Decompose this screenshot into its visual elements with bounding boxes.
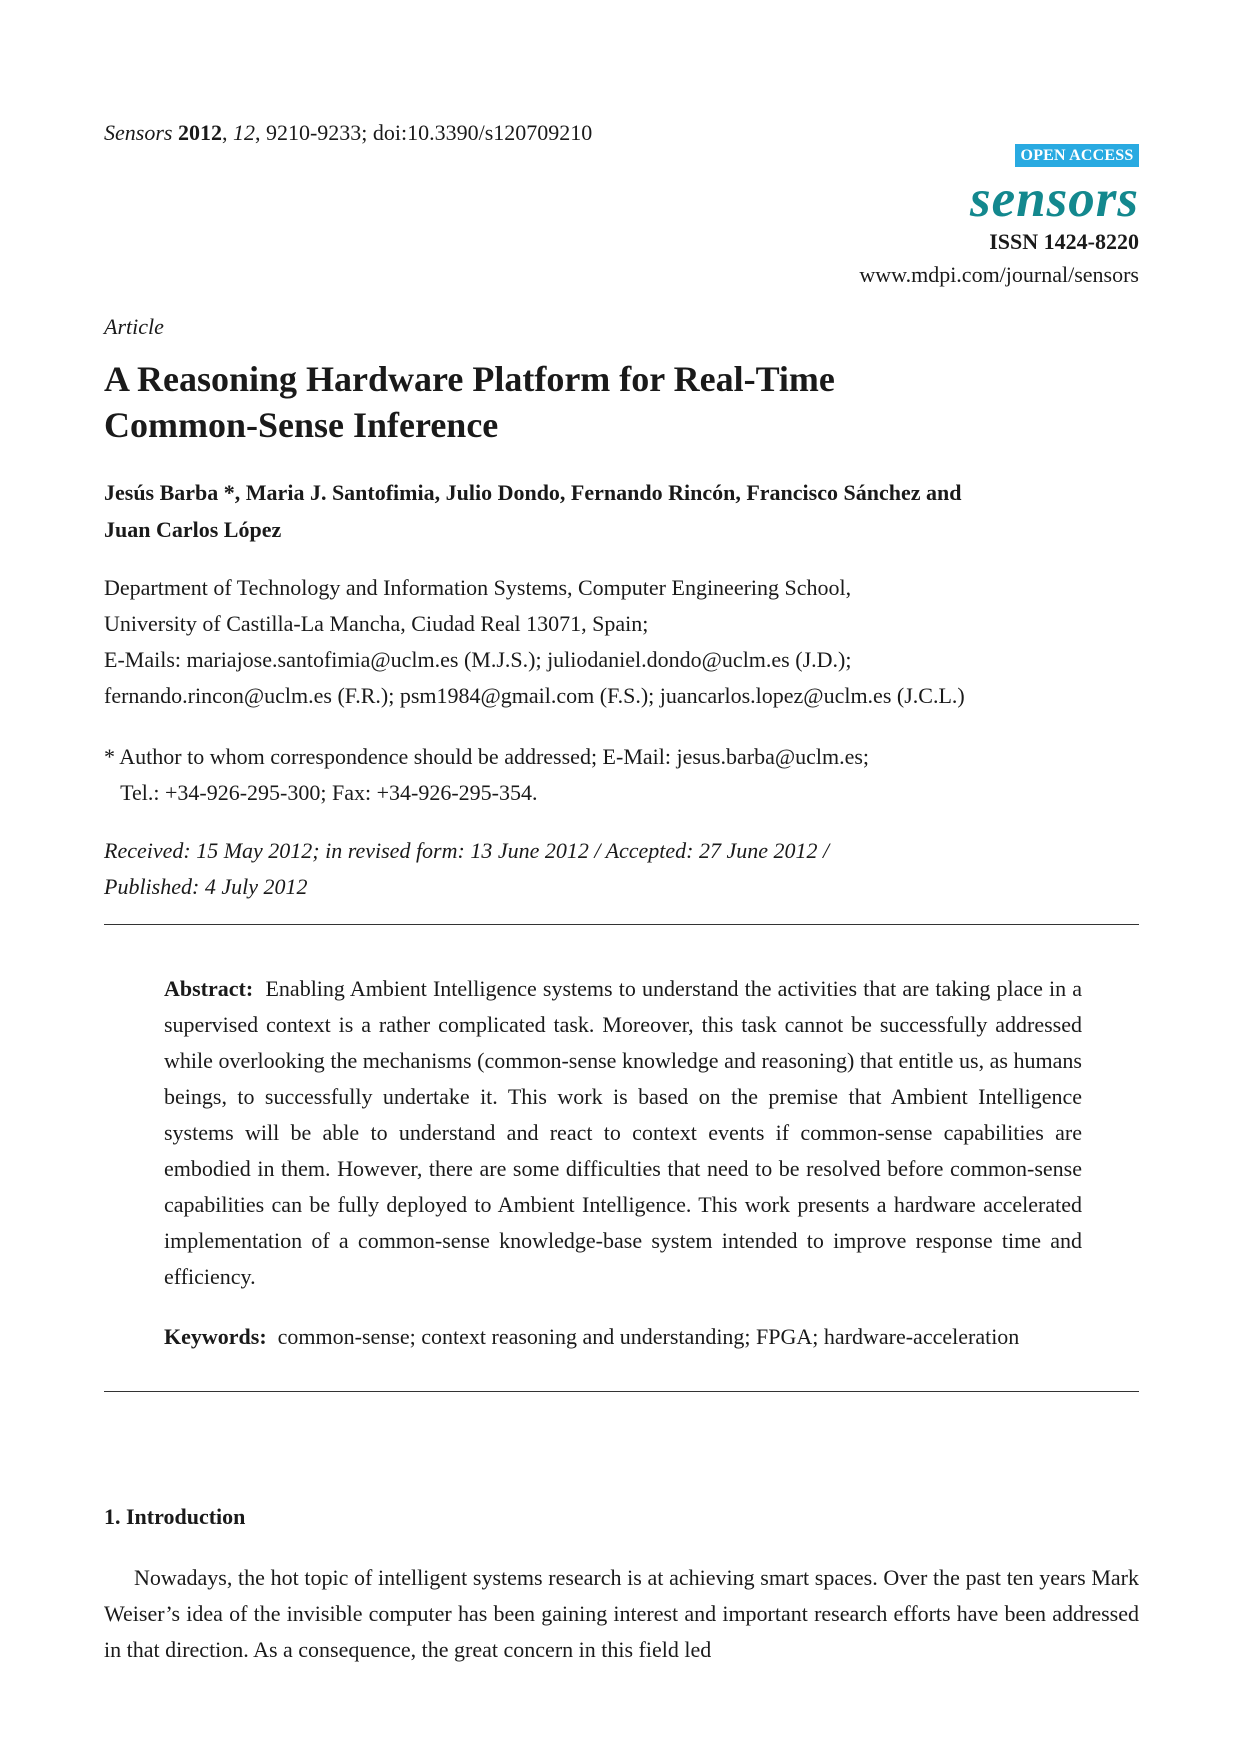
bottom-divider — [104, 1391, 1139, 1392]
dates-line: Published: 4 July 2012 — [104, 874, 308, 899]
citation-year: 2012 — [177, 120, 222, 145]
citation-volume: 12 — [232, 120, 255, 145]
intro-paragraph: Nowadays, the hot topic of intelligent systems research is at achieving smart spaces. Over the past ten years Mark Weiser’s idea of the invisible computer has been gaining interest and important research efforts have been addressed in that direction. As a consequence, the great concern in this field led — [104, 1565, 1139, 1662]
citation-pages-doi: , 9210-9233; doi:10.3390/s120709210 — [254, 120, 593, 145]
section-heading: 1. Introduction — [104, 1504, 246, 1529]
paper-title — [104, 356, 1144, 448]
abstract-text: Enabling Ambient Intelligence systems to understand the activities that are taking place in a supervised context is a rather complicated task. Moreover, this task cannot be successfully addressed while overlooking the mechanisms (common-sense knowledge and reasoning) that entitle us, as humans beings, to successfully undertake it. This work is based on the premise that Ambient Intelligence systems will be able to understand and react to context events if common-sense capabilities are embodied in them. However, there are some difficulties that need to be resolved before common-sense capabilities can be fully deployed to Ambient Intelligence. This work presents a hardware accelerated implementation of a common-sense knowledge-base system intended to improve response time and efficiency. — [164, 976, 1083, 1289]
title-line: Common-Sense Inference — [104, 405, 499, 445]
abstract-label: Abstract: — [164, 976, 254, 1001]
author-line: Jesús Barba *, Maria J. Santofimia, Julio Dondo, Fernando Rincón, Francisco Sánchez and — [104, 480, 962, 505]
publication-dates — [104, 833, 829, 905]
article-type: Article — [104, 314, 164, 339]
affiliation-line: fernando.rincon@uclm.es (F.R.); psm1984@gmail.com (F.S.); juancarlos.lopez@uclm.es (J.C.L.) — [104, 683, 965, 708]
correspondence — [104, 739, 1144, 811]
citation-journal: Sensors — [104, 120, 173, 145]
issn: ISSN 1424-8220 — [989, 229, 1139, 254]
citation-line: Sensors 2012, 12, 9210-9233; doi:10.3390/s120709210 — [104, 120, 593, 145]
keywords-text: common-sense; context reasoning and understanding; FPGA; hardware-acceleration — [277, 1324, 1020, 1349]
journal-url[interactable]: www.mdpi.com/journal/sensors — [859, 262, 1139, 287]
affiliation-line: University of Castilla-La Mancha, Ciudad Real 13071, Spain; — [104, 611, 649, 636]
top-divider — [104, 924, 1139, 925]
correspondence-line: * Author to whom correspondence should be addressed; E-Mail: jesus.barba@uclm.es; — [104, 744, 870, 769]
author-list — [104, 474, 1144, 548]
correspondence-line: Tel.: +34-926-295-300; Fax: +34-926-295-354. — [104, 780, 538, 805]
dates-line: Received: 15 May 2012; in revised form: 13 June 2012 / Accepted: 27 June 2012 / — [104, 838, 830, 863]
affiliation-line: Department of Technology and Information Systems, Computer Engineering School, — [104, 575, 852, 600]
journal-logo: sensors — [969, 170, 1139, 228]
keywords — [164, 1319, 1082, 1355]
affiliation-line: E-Mails: mariajose.santofimia@uclm.es (M.J.S.); juliodaniel.dondo@uclm.es (J.D.); — [104, 647, 852, 672]
open-access-badge: OPEN ACCESS — [1015, 144, 1139, 167]
title-line: A Reasoning Hardware Platform for Real-Time — [104, 359, 835, 399]
keywords-label: Keywords: — [164, 1324, 267, 1349]
affiliation — [104, 570, 1144, 714]
author-line: Juan Carlos López — [104, 517, 282, 542]
abstract — [164, 971, 1082, 1295]
